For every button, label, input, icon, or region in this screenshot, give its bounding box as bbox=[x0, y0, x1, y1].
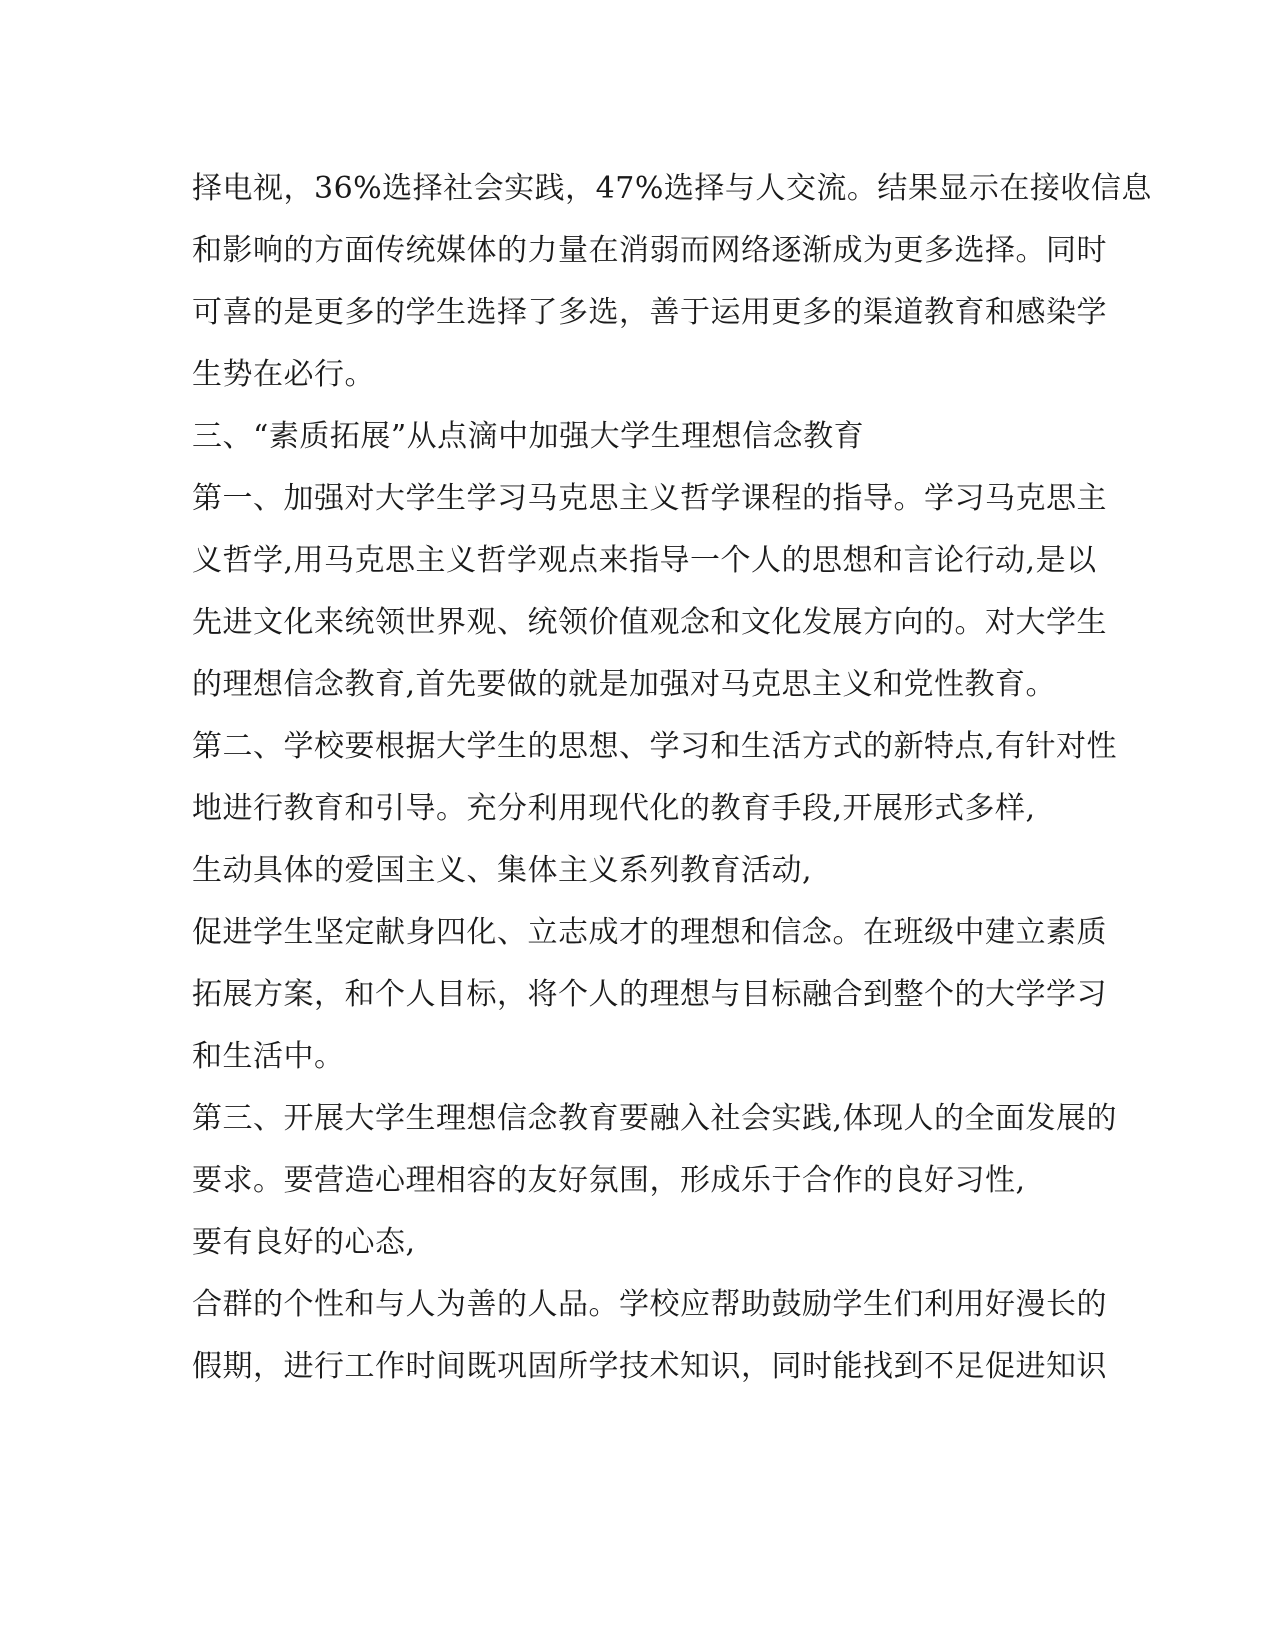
text-line: 第三、开展大学生理想信念教育要融入社会实践,体现人的全面发展的 bbox=[192, 1101, 1118, 1136]
text-line: 生动具体的爱国主义、集体主义系列教育活动, bbox=[192, 853, 813, 888]
text-line: 要有良好的心态, bbox=[192, 1225, 416, 1260]
text-line: 的理想信念教育,首先要做的就是加强对马克思主义和党性教育。 bbox=[192, 667, 1057, 702]
text-line: 和影响的方面传统媒体的力量在消弱而网络逐渐成为更多选择。同时 bbox=[192, 233, 1107, 268]
text-line: 择电视，36%选择社会实践，47%选择与人交流。结果显示在接收信息 bbox=[192, 171, 1152, 206]
document-body bbox=[192, 158, 1152, 1398]
text-line: 合群的个性和与人为善的人品。学校应帮助鼓励学生们利用好漫长的 bbox=[192, 1287, 1107, 1322]
text-line: 先进文化来统领世界观、统领价值观念和文化发展方向的。对大学生 bbox=[192, 605, 1107, 640]
text-line: 第一、加强对大学生学习马克思主义哲学课程的指导。学习马克思主 bbox=[192, 481, 1107, 516]
text-line: 和生活中。 bbox=[192, 1039, 345, 1074]
text-line: 生势在必行。 bbox=[192, 357, 375, 392]
text-line: 义哲学,用马克思主义哲学观点来指导一个人的思想和言论行动,是以 bbox=[192, 543, 1097, 578]
section-heading: 三、“素质拓展”从点滴中加强大学生理想信念教育 bbox=[192, 419, 865, 454]
text-line: 可喜的是更多的学生选择了多选，善于运用更多的渠道教育和感染学 bbox=[192, 295, 1107, 330]
text-line: 第二、学校要根据大学生的思想、学习和生活方式的新特点,有针对性 bbox=[192, 729, 1118, 764]
text-line: 促进学生坚定献身四化、立志成才的理想和信念。在班级中建立素质 bbox=[192, 915, 1107, 950]
text-line: 地进行教育和引导。充分利用现代化的教育手段,开展形式多样, bbox=[192, 791, 1036, 826]
text-line: 假期，进行工作时间既巩固所学技术知识，同时能找到不足促进知识 bbox=[192, 1349, 1107, 1384]
text-line: 要求。要营造心理相容的友好氛围，形成乐于合作的良好习性, bbox=[192, 1163, 1026, 1198]
text-line: 拓展方案，和个人目标，将个人的理想与目标融合到整个的大学学习 bbox=[192, 977, 1107, 1012]
